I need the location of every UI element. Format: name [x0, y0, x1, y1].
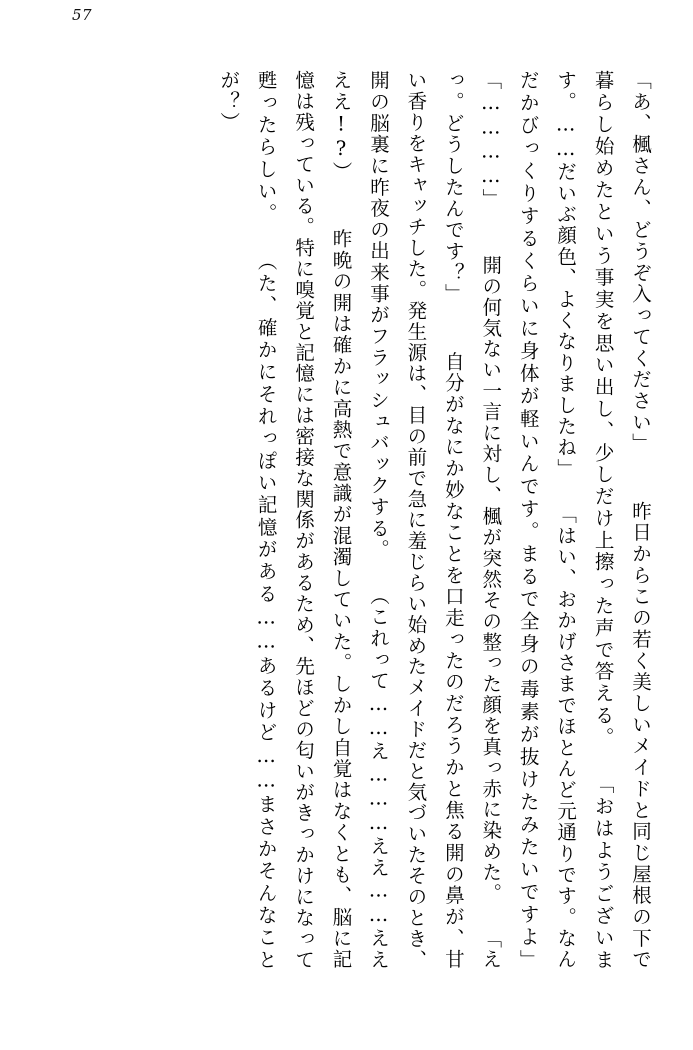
body-text: 「あ、楓さん、どうぞ入ってください」 昨日からこの若く美しいメイドと同じ屋根の下で暮らし始めたという事実を思い出し、少しだけ上擦った声で答える。 「おはようございます。……だいぶ顔色、よくなりましたね」 「はい、おかげさまでほとんど元通りです。なんだかびっくりするくらいに身体が軽いんです。まるで全身の毒素が抜けたみたいですよ」 「…………」 開の何気ない一言に対し、楓が突然その整った顔を真っ赤に染めた。 「えっ。どうしたんです？」 自分がなにか妙なことを口走ったのだろうかと焦る開の鼻が、甘い香りをキャッチした。発生源は、目の前で急に羞じらい始めたメイドだと気づいたそのとき、開の脳裏に昨夜の出来事がフラッシュバックする。 （これって……え………ええ……ええええ!?） 昨晩の開は確かに高熱で意識が混濁していた。しかし自覚はなくとも、脳に記憶は残っている。特に嗅覚と記憶には密接な関係があるため、先ほどの匂いがきっかけになって甦ったらしい。 （た、確かにそれっぽい記憶がある……あるけど……まさかそんなことが？） — [217, 70, 652, 970]
page-number: 57 — [72, 6, 93, 24]
